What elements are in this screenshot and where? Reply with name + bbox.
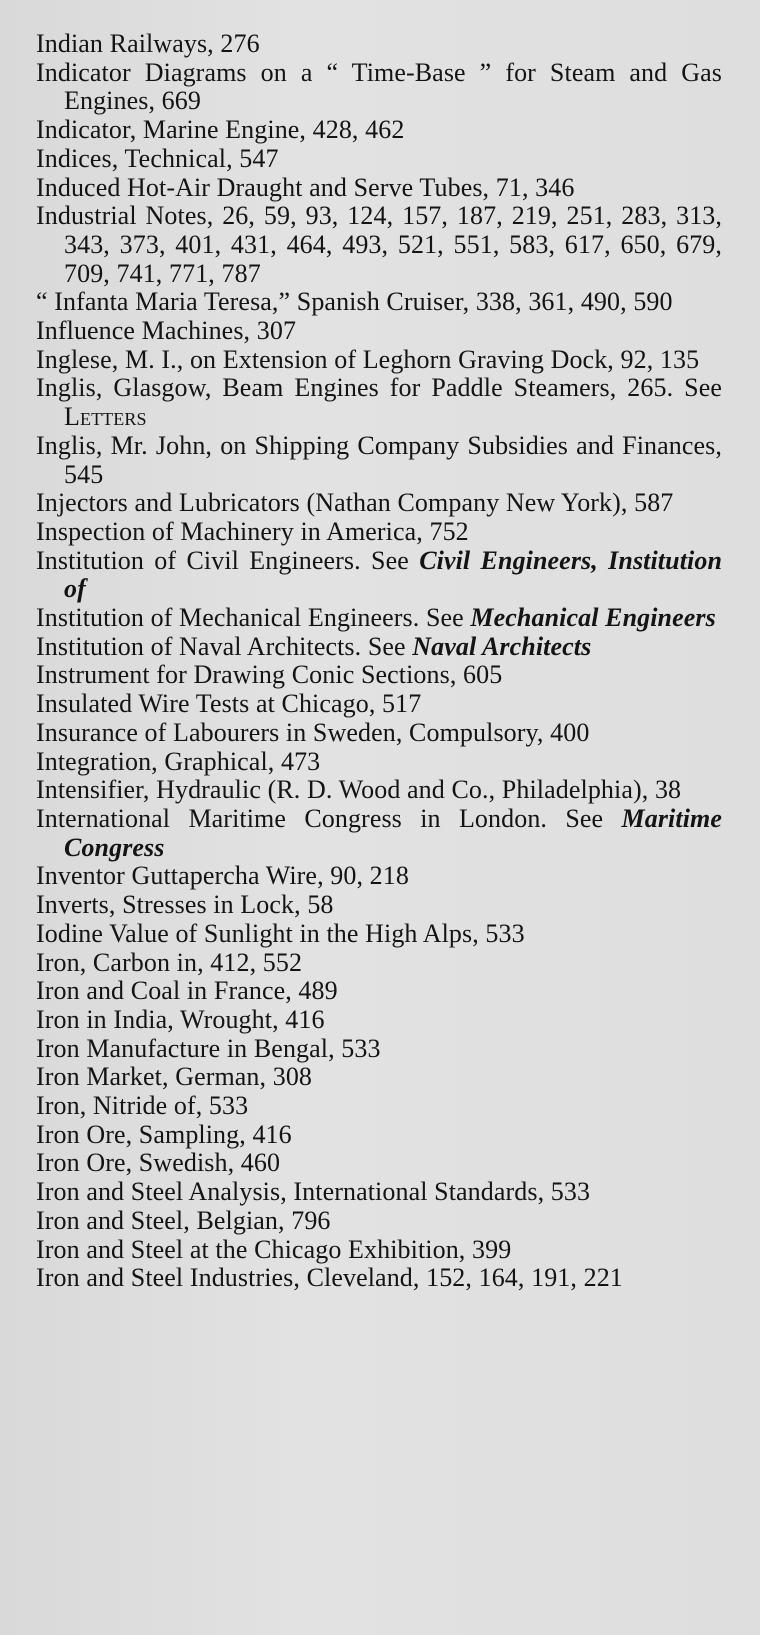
entry-text: “ Infanta Maria Teresa,” Spanish Cruiser, 338, 361, 490, 590 — [36, 287, 673, 317]
index-entry — [36, 776, 722, 805]
index-entry — [36, 1063, 722, 1092]
entry-text: Inglis, Mr. John, on Shipping Company Subsidies and Finances, 545 — [36, 430, 722, 489]
cross-reference: Maritime Congress — [64, 803, 722, 862]
entry-text: Iron Manufacture in Bengal, 533 — [36, 1033, 381, 1063]
index-entry — [36, 604, 722, 633]
index-entry — [36, 547, 722, 604]
entry-text: Inverts, Stresses in Lock, 58 — [36, 890, 334, 920]
entry-text: Insulated Wire Tests at Chicago, 517 — [36, 689, 422, 719]
entry-text: Industrial Notes, 26, 59, 93, 124, 157, 187, 219, 251, 283, 313, 343, 373, 401, 431, 464, 493, 521, 551, 583, 617, 650, 679, 709, 741, 771, 787 — [36, 201, 722, 288]
index-entry — [36, 719, 722, 748]
cross-reference-smallcaps: Letters — [64, 402, 147, 432]
entry-text: Inventor Guttapercha Wire, 90, 218 — [36, 861, 409, 891]
index-entry — [36, 977, 722, 1006]
entry-text: Inglis, Glasgow, Beam Engines for Paddle Steamers, 265. See — [36, 373, 722, 403]
index-entry — [36, 317, 722, 346]
entry-text: Injectors and Lubricators (Nathan Company New York), 587 — [36, 488, 674, 518]
index-entry — [36, 202, 722, 288]
entry-text: Iron and Steel at the Chicago Exhibition, 399 — [36, 1234, 512, 1264]
index-entry — [36, 518, 722, 547]
cross-reference: Civil Engineers, Institution of — [64, 545, 723, 604]
index-entry — [36, 1092, 722, 1121]
entry-text: Iron, Nitride of, 533 — [36, 1091, 249, 1121]
entry-text: Iron Market, German, 308 — [36, 1062, 313, 1092]
entry-text: Inspection of Machinery in America, 752 — [36, 516, 469, 546]
entry-text: Integration, Graphical, 473 — [36, 746, 321, 776]
index-entry — [36, 1264, 722, 1293]
entry-text: Instrument for Drawing Conic Sections, 605 — [36, 660, 503, 690]
index-entry — [36, 805, 722, 862]
index-entries — [36, 30, 722, 1293]
index-entry — [36, 1178, 722, 1207]
entry-text: Institution of Mechanical Engineers. See — [36, 603, 471, 633]
index-entry — [36, 59, 722, 116]
index-entry — [36, 145, 722, 174]
index-entry — [36, 1236, 722, 1265]
cross-reference: Naval Architects — [412, 631, 592, 661]
index-entry — [36, 1149, 722, 1178]
index-entry — [36, 748, 722, 777]
entry-text: Iron, Carbon in, 412, 552 — [36, 947, 303, 977]
entry-text: Indian Railways, 276 — [36, 29, 260, 58]
index-entry — [36, 116, 722, 145]
entry-text: Indicator, Marine Engine, 428, 462 — [36, 115, 405, 145]
entry-text: Insurance of Labourers in Sweden, Compulsory, 400 — [36, 717, 590, 747]
entry-text: Induced Hot-Air Draught and Serve Tubes, 71, 346 — [36, 172, 575, 202]
entry-text: Iron in India, Wrought, 416 — [36, 1004, 325, 1034]
cross-reference: Mechanical Engineers — [470, 603, 716, 633]
entry-text: Iron and Coal in France, 489 — [36, 976, 338, 1006]
index-entry — [36, 1207, 722, 1236]
entry-text: Iron and Steel Industries, Cleveland, 152, 164, 191, 221 — [36, 1263, 623, 1293]
index-entry — [36, 174, 722, 203]
entry-text: Indices, Technical, 547 — [36, 143, 279, 173]
index-entry — [36, 690, 722, 719]
index-entry — [36, 862, 722, 891]
index-entry — [36, 1035, 722, 1064]
entry-text: Iodine Value of Sunlight in the High Alps, 533 — [36, 918, 525, 948]
index-entry — [36, 432, 722, 489]
index-entry — [36, 891, 722, 920]
index-entry — [36, 949, 722, 978]
index-entry — [36, 346, 722, 375]
entry-text: Institution of Naval Architects. See — [36, 631, 413, 661]
entry-text: Iron and Steel Analysis, International Standards, 533 — [36, 1177, 591, 1207]
entry-text: Influence Machines, 307 — [36, 316, 297, 346]
index-entry — [36, 288, 722, 317]
index-entry — [36, 30, 722, 59]
entry-text: Institution of Civil Engineers. See — [36, 545, 420, 575]
entry-text: Iron and Steel, Belgian, 796 — [36, 1205, 331, 1235]
index-entry — [36, 633, 722, 662]
index-entry — [36, 661, 722, 690]
index-entry — [36, 920, 722, 949]
entry-text: Indicator Diagrams on a “ Time-Base ” for Steam and Gas Engines, 669 — [36, 57, 722, 116]
index-entry — [36, 489, 722, 518]
entry-text: Iron Ore, Swedish, 460 — [36, 1148, 281, 1178]
index-entry — [36, 1006, 722, 1035]
index-entry — [36, 1121, 722, 1150]
entry-text: International Maritime Congress in London. See — [36, 803, 622, 833]
entry-text: Inglese, M. I., on Extension of Leghorn Graving Dock, 92, 135 — [36, 344, 700, 374]
entry-text: Iron Ore, Sampling, 416 — [36, 1119, 292, 1149]
entry-text: Intensifier, Hydraulic (R. D. Wood and Co., Philadelphia), 38 — [36, 775, 682, 805]
index-entry — [36, 374, 722, 431]
